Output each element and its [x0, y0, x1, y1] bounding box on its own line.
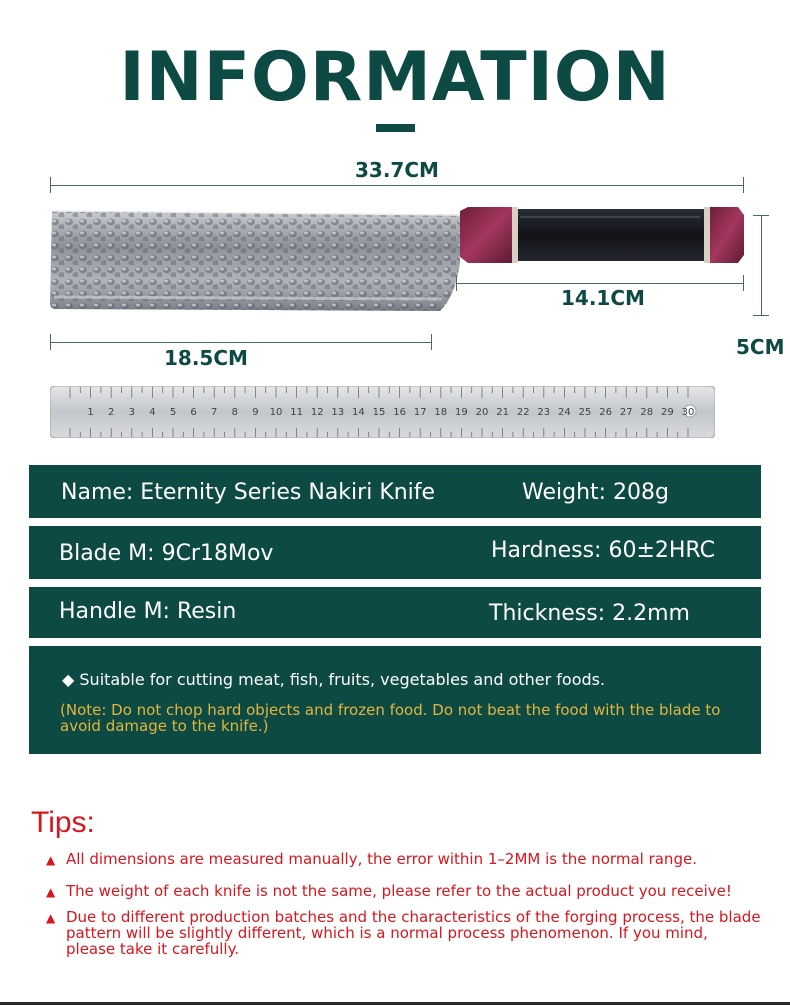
dim-tick: [431, 334, 432, 350]
ruler-number: 9: [252, 407, 259, 418]
ruler-number: 27: [619, 407, 633, 418]
tip-item: [46, 883, 766, 900]
ruler-number: 17: [413, 407, 427, 418]
ruler-number: 30: [681, 407, 695, 418]
tip-text: The weight of each knife is not the same, please refer to the actual product you receive!: [66, 882, 732, 900]
ruler-number: 6: [190, 407, 197, 418]
blade-height-label: 5CM: [736, 335, 785, 359]
blade-length-label: 18.5CM: [164, 346, 248, 370]
spec-weight: Weight: 208g: [522, 480, 670, 505]
dim-tick: [753, 315, 769, 316]
spec-thickness: Thickness: 2.2mm: [489, 601, 690, 626]
ruler-number: 21: [496, 407, 509, 418]
handle-length-label: 14.1CM: [561, 286, 645, 310]
dim-tick: [50, 334, 51, 350]
ruler-number: 29: [661, 407, 674, 418]
title-underline: [376, 124, 415, 132]
tips-title: Tips:: [31, 806, 95, 839]
spec-blade-material: Blade M: 9Cr18Mov: [59, 541, 274, 566]
dim-tick: [50, 177, 51, 193]
total-length-line: [50, 185, 743, 186]
dim-tick: [743, 177, 744, 193]
ruler-number: 25: [578, 407, 592, 418]
blade-length-line: [50, 342, 431, 343]
ruler-number: 13: [331, 407, 345, 418]
ruler-number: 18: [434, 407, 448, 418]
spec-name: Name: Eternity Series Nakiri Knife: [61, 480, 436, 505]
handle-length-line: [456, 283, 743, 284]
usage-box: [29, 646, 761, 754]
ruler-number: 23: [537, 407, 551, 418]
usage-note: (Note: Do not chop hard objects and frozen food. Do not beat the food with the blade to avoid damage to the knife.): [60, 701, 721, 735]
total-length-label: 33.7CM: [355, 158, 439, 182]
ruler-number: 14: [352, 407, 365, 418]
ruler-number: 4: [149, 407, 156, 418]
tip-item: [46, 851, 766, 868]
spec-band-2: [29, 526, 761, 579]
tip-text: All dimensions are measured manually, the error within 1–2MM is the normal range.: [66, 850, 697, 868]
usage-suitable: ◆ Suitable for cutting meat, fish, fruits, vegetables and other foods.: [62, 670, 606, 689]
tip-item: [46, 909, 766, 957]
spec-band-1: [29, 465, 761, 518]
ruler-number: 8: [231, 407, 238, 418]
ruler-number: 26: [599, 407, 612, 418]
dim-tick: [743, 275, 744, 291]
ruler-image: [50, 386, 715, 438]
dim-tick: [456, 275, 457, 291]
ruler-number: 28: [640, 407, 654, 418]
tip-text: Due to different production batches and the characteristics of the forging process, the blade pattern will be slightly different, which is a normal process phenomenon. If you mind, please take it carefully.: [66, 908, 761, 958]
ruler-number: 2: [108, 407, 115, 418]
ruler-number: 20: [475, 407, 489, 418]
ruler-number: 1: [87, 407, 94, 418]
page-title: INFORMATION: [119, 38, 671, 117]
ruler-number: 10: [269, 407, 283, 418]
triangle-icon: ▲: [46, 885, 56, 899]
ruler-number: 15: [372, 407, 386, 418]
ruler-number: 24: [558, 407, 571, 418]
ruler-number: 12: [310, 407, 324, 418]
ruler-number: 19: [455, 407, 468, 418]
ruler-number: 22: [516, 407, 530, 418]
ruler-number: 3: [128, 407, 135, 418]
blade-height-line: [761, 215, 762, 315]
ruler-number: 5: [169, 407, 177, 418]
dim-tick: [753, 215, 769, 216]
ruler-number: 16: [393, 407, 406, 418]
spec-handle-material: Handle M: Resin: [59, 599, 237, 624]
spec-hardness: Hardness: 60±2HRC: [491, 538, 715, 563]
ruler-number: 11: [290, 407, 303, 418]
triangle-icon: ▲: [46, 911, 56, 925]
ruler-number: 7: [211, 407, 218, 418]
triangle-icon: ▲: [46, 853, 56, 867]
spec-band-3: [29, 587, 761, 638]
